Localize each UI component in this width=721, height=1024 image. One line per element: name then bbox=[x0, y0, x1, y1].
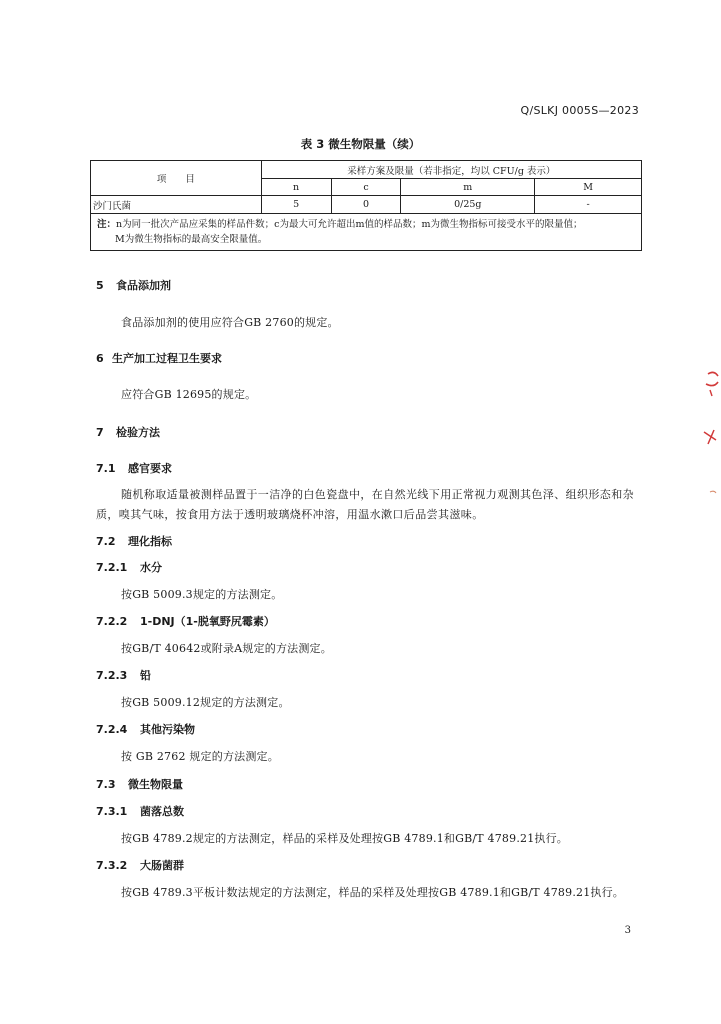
document-code: Q/SLKJ 0005S—2023 bbox=[520, 104, 639, 117]
section-6-text: 应符合GB 12695的规定。 bbox=[121, 388, 257, 401]
section-5-text: 食品添加剂的使用应符合GB 2760的规定。 bbox=[121, 316, 339, 329]
cell-M: - bbox=[535, 196, 642, 214]
page-number: 3 bbox=[624, 925, 631, 936]
note-line-2: M为微生物指标的最高安全限量值。 bbox=[115, 234, 268, 245]
table-row bbox=[91, 196, 642, 214]
microbial-limits-table bbox=[90, 160, 642, 251]
section-7-2-2-text: 按GB/T 40642或附录A规定的方法测定。 bbox=[121, 642, 332, 655]
cell-m: 0/25g bbox=[401, 196, 535, 214]
section-7-2-4-heading: 7.2.4 其他污染物 bbox=[96, 723, 195, 736]
cell-n: 5 bbox=[261, 196, 331, 214]
section-7-2-3-text: 按GB 5009.12规定的方法测定。 bbox=[121, 696, 290, 709]
section-7-3-1-heading: 7.3.1 菌落总数 bbox=[96, 805, 184, 818]
cell-c: 0 bbox=[331, 196, 401, 214]
section-7-heading: 7 检验方法 bbox=[96, 426, 160, 439]
note-line-1: n为同一批次产品应采集的样品件数；c为最大可允许超出m值的样品数；m为微生物指标可接受水平的限量值； bbox=[116, 219, 583, 230]
section-7-1-heading: 7.1 感官要求 bbox=[96, 462, 172, 475]
column-header-m: m bbox=[401, 179, 535, 196]
section-7-2-4-text: 按 GB 2762 规定的方法测定。 bbox=[121, 750, 279, 763]
cell-item: 沙门氏菌 bbox=[91, 196, 262, 214]
column-header-n: n bbox=[261, 179, 331, 196]
column-header-item: 项 目 bbox=[91, 161, 262, 196]
column-header-c: c bbox=[331, 179, 401, 196]
section-7-2-heading: 7.2 理化指标 bbox=[96, 535, 172, 548]
column-header-sampling-plan: 采样方案及限量（若非指定，均以 CFU/g 表示） bbox=[261, 161, 641, 179]
section-7-2-1-heading: 7.2.1 水分 bbox=[96, 561, 162, 574]
section-7-2-2-heading: 7.2.2 1-DNJ（1-脱氧野尻霉素） bbox=[96, 615, 275, 628]
column-header-M: M bbox=[535, 179, 642, 196]
section-5-heading: 5 食品添加剂 bbox=[96, 279, 171, 292]
section-6-heading: 6 生产加工过程卫生要求 bbox=[96, 352, 222, 365]
section-7-3-2-heading: 7.3.2 大肠菌群 bbox=[96, 859, 184, 872]
section-7-3-heading: 7.3 微生物限量 bbox=[96, 778, 183, 791]
section-7-2-3-heading: 7.2.3 铅 bbox=[96, 669, 151, 682]
table-title: 表 3 微生物限量（续） bbox=[300, 137, 421, 151]
section-7-1-text: 随机称取适量被测样品置于一洁净的白色瓷盘中，在自然光线下用正常视力观测其色泽、组织形态和杂质，嗅其气味，按食用方法于透明玻璃烧杯冲溶，用温水漱口后品尝其滋味。 bbox=[96, 488, 634, 521]
section-7-2-1-text: 按GB 5009.3规定的方法测定。 bbox=[121, 588, 283, 601]
table-note bbox=[91, 214, 642, 251]
red-seal-fragment-icon bbox=[700, 360, 721, 510]
note-label: 注： bbox=[97, 219, 117, 230]
section-7-3-2-text: 按GB 4789.3平板计数法规定的方法测定，样品的采样及处理按GB 4789.1和GB/T 4789.21执行。 bbox=[121, 886, 625, 899]
table-note-row bbox=[91, 214, 642, 251]
section-7-3-1-text: 按GB 4789.2规定的方法测定，样品的采样及处理按GB 4789.1和GB/T 4789.21执行。 bbox=[121, 832, 569, 845]
